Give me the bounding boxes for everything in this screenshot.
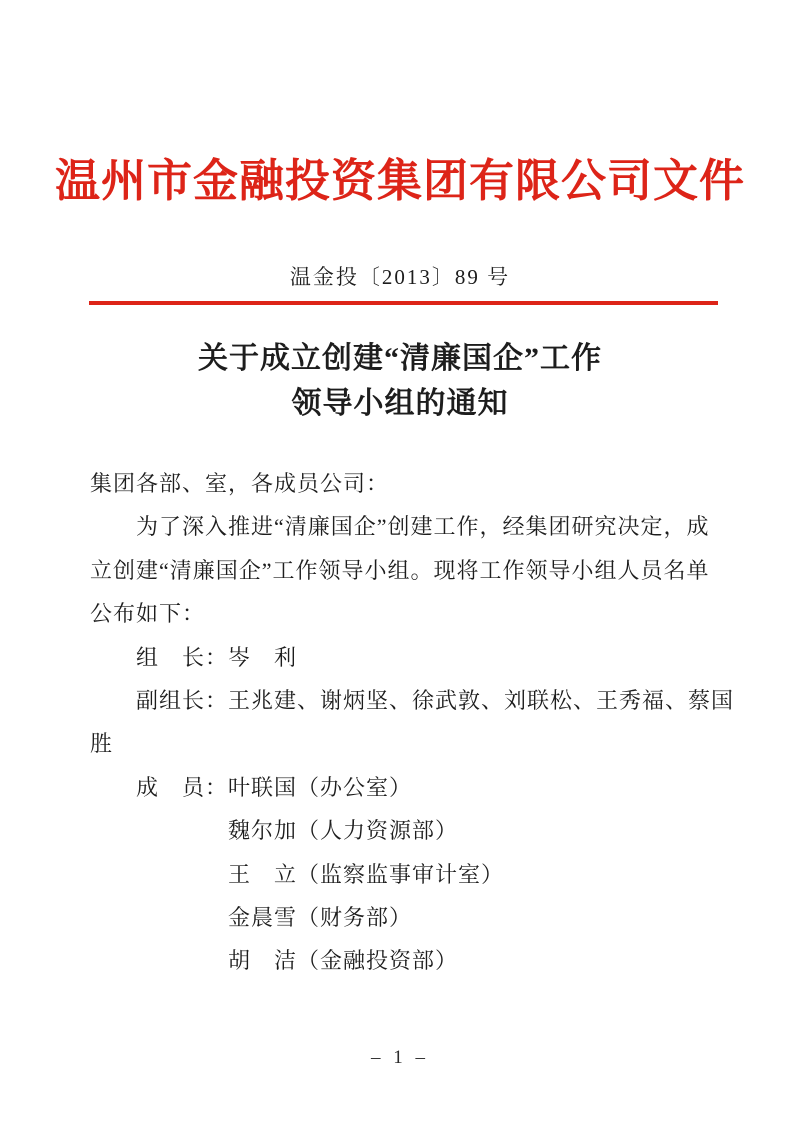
notice-title [0, 336, 800, 426]
body-line: 立创建“清廉国企”工作领导小组。现将工作领导小组人员名单 [90, 557, 710, 583]
body-line-member: 胡 洁（金融投资部） [228, 948, 459, 974]
header-divider-line [89, 301, 718, 305]
body-line-member: 王 立（监察监事审计室） [228, 861, 505, 887]
notice-title-line1: 关于成立创建“清廉国企”工作 [198, 342, 602, 375]
body-line-member: 成 员：叶联国（办公室） [136, 774, 413, 800]
body-line: 胜 [90, 731, 114, 757]
document-body [90, 462, 735, 983]
body-line-salutation: 集团各部、室，各成员公司： [90, 471, 390, 496]
body-line-group-leader: 组 长：岑 利 [136, 644, 298, 670]
body-line-deputy-leaders: 副组长：王兆建、谢炳坚、徐武敦、刘联松、王秀福、蔡国 [136, 687, 735, 713]
body-line: 公布如下： [90, 601, 206, 627]
body-line-member: 金晨雪（财务部） [228, 904, 413, 930]
body-line: 为了深入推进“清廉国企”创建工作，经集团研究决定，成 [136, 514, 710, 540]
body-line-member: 魏尔加（人力资源部） [228, 818, 459, 844]
red-header-org-title: 温州市金融投资集团有限公司文件 [54, 156, 745, 206]
notice-title-line2: 领导小组的通知 [291, 387, 509, 420]
document-number: 温金投〔2013〕89 号 [289, 265, 511, 289]
page-number: – 1 – [371, 1047, 429, 1068]
